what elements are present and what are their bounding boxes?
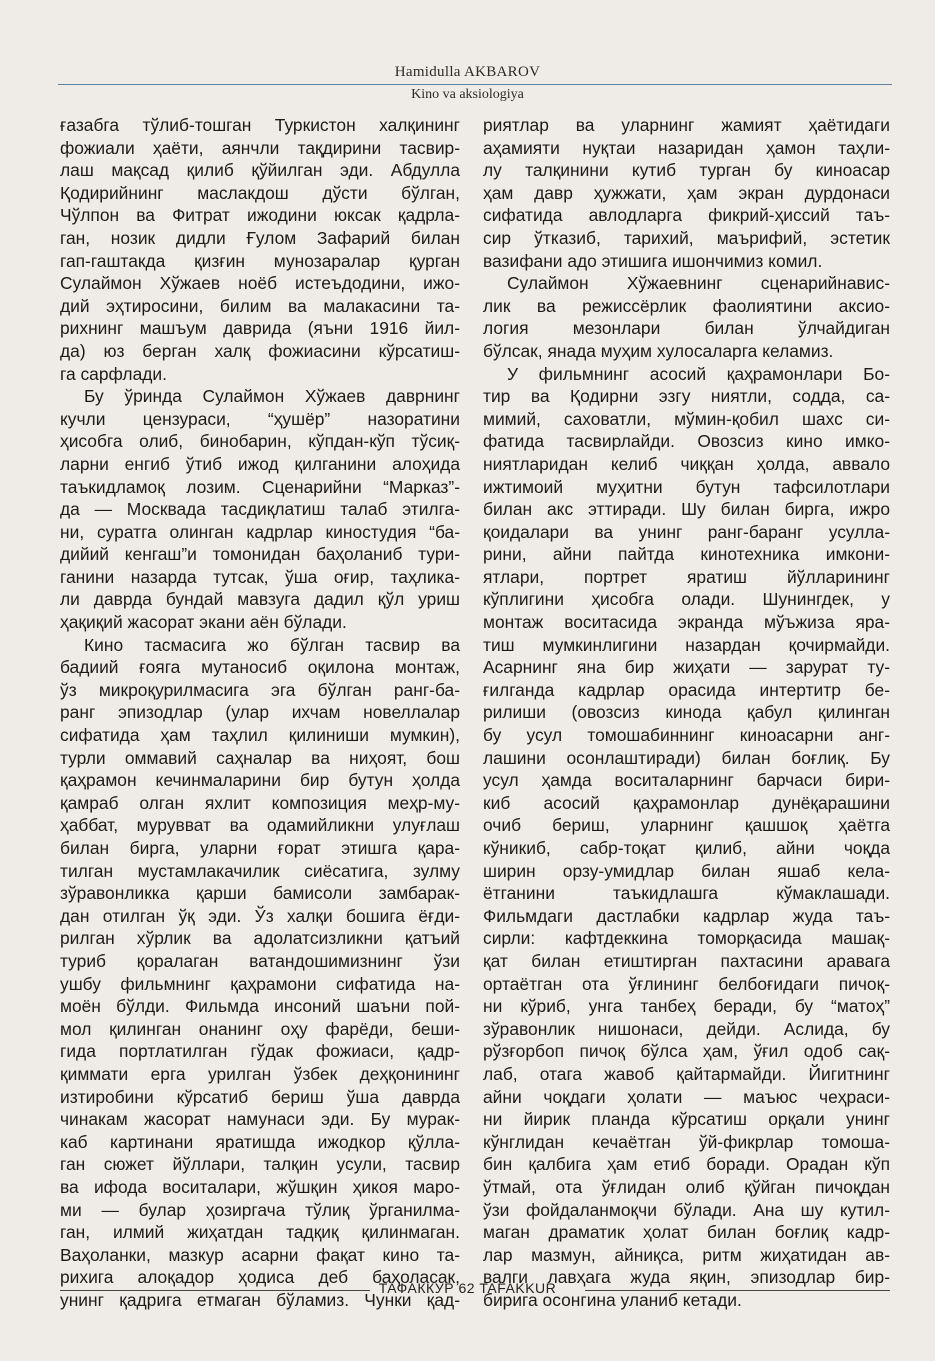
text-line: бу усул томошабиннинг киноасарни анг- [483,725,890,746]
text-line: ширин орзу-умидлар билан яшаб кела- [483,860,890,881]
text-line: ятлари, портрет яратиш йўлларининг [483,566,890,587]
text-line: лаш мақсад қилиб қўйилган эди. Абдулла [60,160,460,181]
text-line: чинакам жасорат намунаси эди. Бу мурак- [60,1109,460,1130]
text-line: фожиали ҳаёти, аянчли тақдирини тасвир- [60,137,460,158]
text-line: ижтимоий муҳитни бутун тафсилотлари [483,476,890,497]
text-line: валги лавҳага жуда яқин, эпизодлар бир- [483,1267,890,1288]
text-line: каб картинани яратишда ижодкор қўлла- [60,1131,460,1152]
text-line: Қодирийнинг маслакдош дўсти бўлган, [60,182,460,203]
text-line: кўнглидан кечаётган ўй-фикрлар томоша- [483,1131,890,1152]
text-line: Чўлпон ва Фитрат ижодини юксак қадрла- [60,205,460,226]
text-line: бирига осонгина уланиб кетади. [483,1289,742,1310]
running-header-subtitle: Kino va aksiologiya [411,87,524,102]
text-line: ётганини таъкидлашга кўмаклашади. [483,883,890,904]
header-rule [58,84,892,85]
text-line: ган, нозик дидли Ғулом Зафарий билан [60,227,460,248]
text-line: гап-гаштакда қизғин мунозаралар қурган [60,250,460,271]
text-line: айни чоқдаги ҳолати — маъюс чеҳраси- [483,1086,890,1107]
text-line: қоидалари ва унинг ранг-баранг усулла- [483,521,890,542]
text-line: сирли: кафтдеккина томорқасида машақ- [483,928,890,949]
text-line: ўтмай, ота ўғлидан олиб қўйган пичоқдан [483,1176,890,1197]
text-line: ни йирик планда кўрсатиш орқали унинг [483,1109,890,1130]
text-column-left [60,114,460,1311]
text-line: маган драматик ҳолат билан боғлиқ кадр- [483,1222,890,1243]
text-line: га сарфлади. [60,363,167,384]
text-line: зўравонлик нишонаси, дейди. Аслида, бу [483,1018,890,1039]
text-line: ҳам давр ҳужжати, ҳам экран дурдонаси [483,182,890,203]
text-line: ниятларидан келиб чиққан ҳолда, аввало [483,453,890,474]
text-line: очиб бериш, уларнинг қашшоқ ҳаётга [483,815,890,836]
text-line: ни, суратга олинган кадрлар киностудия “ба- [60,521,460,542]
text-line: турли оммавий саҳналар ва ниҳоят, бош [60,747,460,768]
text-line: ва ифода воситалари, жўшқин ҳикоя маро- [60,1176,460,1197]
text-line: риятлар ва уларнинг жамият ҳаётидаги [483,115,890,135]
text-line: лу талқинини кутиб турган бу киноасар [483,160,890,181]
text-line: логия мезонлари билан ўлчайдиган [483,318,890,339]
text-line: Бу ўринда Сулаймон Хўжаев даврнинг [84,386,460,407]
running-header-author: Hamidulla AKBAROV [394,64,541,80]
text-line: бадиий ғояга мутаносиб оқилона монтаж, [60,657,460,678]
text-line: кўплигини ҳисобга олади. Шунингдек, у [483,589,890,610]
text-line: киб асосий қаҳрамонлар дунёқарашини [483,792,890,813]
text-line: гида портлатилган гўдак фожиаси, қадр- [60,1041,460,1062]
text-line: ҳисобга олиб, бинобарин, кўпдан-кўп тўсиқ- [60,431,460,452]
text-line: ли даврда бундай мавзуга дадил қўл уриш [60,589,460,610]
text-line: таъкидламоқ лозим. Сценарийни “Марказ”- [60,476,460,497]
text-line: ушбу фильмнинг қаҳрамони сифатида на- [60,973,460,994]
text-line: Сулаймон Хўжаев ноёб истеъдодини, ижо- [60,273,460,294]
text-line: ўзи фойдаланмоқчи бўлади. Ана шу кутил- [483,1199,890,1220]
text-line: дийий кенгаш”и томонидан баҳоланиб тури- [60,544,460,565]
text-line: изтиробини кўрсатиб бериш ўша даврда [60,1086,460,1107]
text-line: қамраб олган яхлит композиция меҳр-му- [60,792,460,813]
text-line: фатида тасвирлайди. Овозсиз кино имко- [483,431,890,452]
text-line: ортаётган ота ўғлининг белбоғидаги пичоқ- [483,973,890,994]
text-line: ми — булар ҳозиргача тўлиқ ўрганилма- [60,1199,460,1220]
text-line: У фильмнинг асосий қаҳрамонлари Бо- [507,363,890,384]
text-line: Ваҳоланки, мазкур асарни фақат кино та- [60,1244,460,1265]
text-line: ларни енгиб ўтиб ижод қилганини алоҳида [60,453,460,474]
text-line: қаҳрамон кечинмаларини бир бутун ҳолда [60,770,460,791]
text-line: рилиши (овозсиз кинода қабул қилинган [483,702,890,723]
text-line: лашини осонлаштиради) билан боғлиқ. Бу [483,747,890,768]
text-line: зўравонликка қарши бамисоли замбарак- [60,883,460,904]
text-line: унинг қадрига етмаган бўламиз. Чунки қад- [60,1289,460,1310]
text-line: Кино тасмасига жо бўлган тасвир ва [84,634,460,655]
text-line: ҳаббат, мурувват ва одамийликни улуғлаш [60,815,460,836]
text-line: рихнинг машъум даврида (яъни 1916 йил- [60,318,460,339]
text-line: қат билан етиштирган пахтасини аравага [483,950,890,971]
text-line: туриб қоралаган ватандошимизнинг ўзи [60,950,460,971]
text-line: ҳақиқий жасорат экани аён бўлади. [60,612,347,633]
text-line: рилган хўрлик ва адолатсизликни қатъий [60,928,460,949]
text-line: билан акс эттиради. Шу билан бирга, ижро [483,499,890,520]
footer-rule-right [585,1290,890,1291]
text-line: мимий, саховатли, мўмин-қобил шахс си- [483,408,890,429]
text-line: бўлсак, янада муҳим хулосаларга келамиз. [483,340,834,361]
text-line: лик ва режиссёрлик фаолиятини аксио- [483,295,890,316]
text-line: Асарнинг яна бир жиҳати — зарурат ту- [483,657,890,678]
text-line: да) юз берган халқ фожиасини кўрсатиш- [60,340,460,361]
text-column-right [483,114,890,1311]
text-line: кўникиб, сабр-тоқат қилиб, айни чоқда [483,838,890,858]
text-line: қиммати ерга урилган ўзбек деҳқонининг [60,1063,460,1084]
text-line: лаб, отага жавоб қайтармайди. Йигитнинг [483,1063,890,1084]
text-line: ган сюжет йўллари, талқин усули, тасвир [60,1154,460,1175]
text-line: монтаж воситасида экранда мўъжиза яра- [483,612,890,633]
text-line: сир ўтказиб, тарихий, маърифий, эстетик [483,227,890,248]
text-line: ғилганда кадрлар орасида интертитр бе- [483,679,890,700]
text-line: рихига алоқадор ҳодиса деб баҳоласак, [60,1267,460,1288]
text-line: моён бўлди. Фильмда инсоний шаъни пой- [60,996,460,1017]
text-line: лар мазмун, айниқса, ритм жиҳатидан ав- [483,1244,890,1265]
text-line: вазифани адо этишига ишончимиз комил. [483,250,823,271]
text-line: рини, айни пайтда кинотехника имкони- [483,544,890,565]
text-line: кучли цензураси, “ҳушёр” назоратини [60,408,460,429]
text-line: аҳамияти нуқтаи назаридан ҳамон таҳли- [483,137,890,158]
text-line: билан бирга, уларни ғорат этишга қара- [60,838,460,858]
text-line: ганини назарда тутсак, ўша оғир, таҳлика- [60,566,460,587]
page-footer: ТАФАККУР 62 TAFAKKUR [378,1280,557,1296]
text-line: тилган мустамлакачилик сиёсатига, зулму [60,860,460,881]
text-line: усул ҳамда воситаларнинг барчаси бири- [483,770,890,791]
text-line: тир ва Қодирни эзгу ниятли, содда, са- [483,386,890,407]
text-line: ни кўриб, унга танбеҳ беради, бу “матоҳ” [483,996,890,1017]
text-line: дий эҳтиросини, билим ва малакасини та- [60,295,460,316]
text-line: да — Москвада тасдиқлатиш талаб этилга- [60,499,460,520]
text-line: ган, илмий жиҳатдан тадқиқ қилинмаган. [60,1222,460,1243]
text-line: ранг эпизодлар (улар ихчам новеллалар [60,702,460,723]
text-line: сифатида ҳам таҳлил қилиниши мумкин), [60,725,460,746]
text-line: Фильмдаги дастлабки кадрлар жуда таъ- [483,905,890,926]
text-line: мол қилинган онанинг оҳу фарёди, беши- [60,1018,460,1039]
text-line: рўзғорбоп пичоқ бўлса ҳам, ўғил одоб сақ- [483,1041,890,1062]
text-line: бин қалбига ҳам етиб боради. Орадан кўп [483,1154,890,1175]
text-line: ўз микроқурилмасига эга бўлган ранг-ба- [60,679,460,700]
text-line: Сулаймон Хўжаевнинг сценарийнавис- [507,273,890,294]
text-line: сифатида авлодларга фикрий-ҳиссий таъ- [483,205,890,226]
text-line: тиш мумкинлигини назардан қочирмайди. [483,634,890,655]
text-line: дан отилган ўқ эди. Ўз халқи бошига ёғди- [60,905,460,926]
text-line: ғазабга тўлиб-тошган Туркистон халқининг [60,115,460,135]
